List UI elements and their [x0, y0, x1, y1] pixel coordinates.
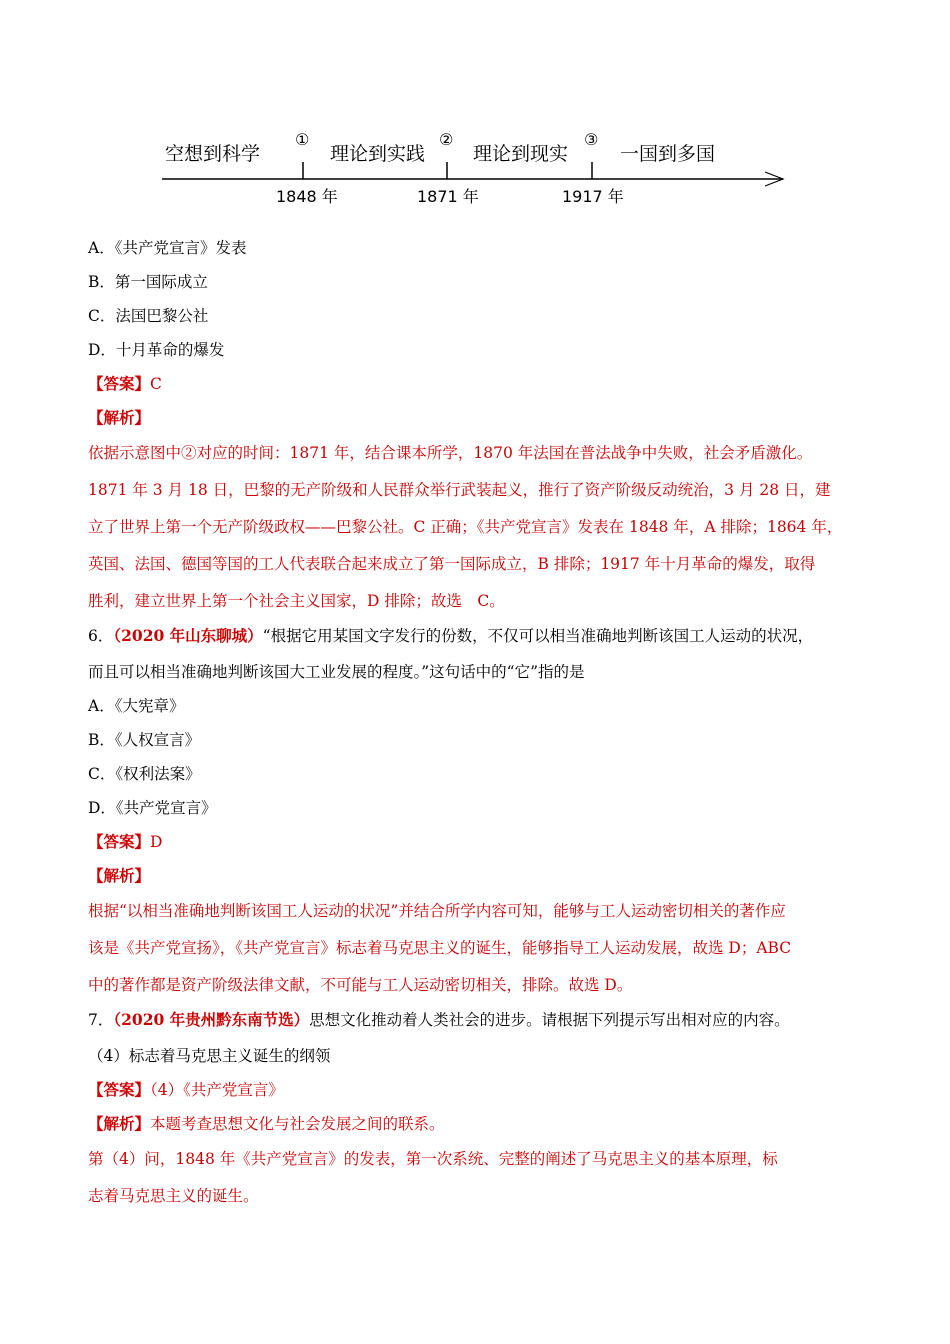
timeline-marker: ③	[584, 130, 599, 149]
analysis-label: 【解析】	[88, 1114, 151, 1133]
option: B．第一国际成立	[88, 273, 208, 291]
analysis-text: 胜利，建立世界上第一个社会主义国家，D 排除；故选 C。	[88, 592, 505, 610]
segment-label: 一国到多国	[620, 143, 716, 165]
segment-label: 理论到实践	[330, 143, 426, 165]
option: D．《共产党宣言》	[88, 799, 217, 817]
option: D．十月革命的爆发	[88, 341, 225, 359]
timeline-year: 1871 年	[417, 187, 479, 206]
timeline-marker: ①	[295, 130, 310, 149]
timeline-year: 1848 年	[276, 187, 338, 206]
analysis-text: 第（4）问，1848 年《共产党宣言》的发表，第一次系统、完整的阐述了马克思主义的基本原理，标	[88, 1150, 778, 1168]
question-stem	[88, 1008, 790, 1030]
analysis-text: 根据“以相当准确地判断该国工人运动的状况”并结合所学内容可知，能够与工人运动密切相关的著作应	[88, 902, 786, 920]
option: A．《大宪章》	[88, 697, 185, 715]
question-number: 7．	[88, 1011, 114, 1029]
analysis-text: 英国、法国、德国等国的工人代表联合起来成立了第一国际成立，B 排除；1917 年十月革命的爆发，取得	[88, 555, 816, 573]
analysis-label: 【解析】	[88, 408, 151, 427]
question-number: 6．	[88, 627, 114, 645]
option: C．法国巴黎公社	[88, 307, 209, 325]
answer-label: 【答案】	[88, 1080, 151, 1099]
timeline-marker: ②	[439, 130, 454, 149]
answer-value: （4）《共产党宣言》	[150, 1081, 284, 1099]
analysis-intro: 本题考查思想文化与社会发展之间的联系。	[150, 1115, 445, 1133]
analysis-text: 依据示意图中②对应的时间：1871 年，结合课本所学，1870 年法国在普法战争中失败，社会矛盾激化。	[88, 444, 813, 462]
question-source: （2020 年山东聊城）	[113, 626, 263, 645]
sub-question: （4）标志着马克思主义诞生的纲领	[88, 1047, 331, 1065]
analysis-line	[88, 1112, 445, 1134]
analysis-text: 立了世界上第一个无产阶级政权——巴黎公社。C 正确；《共产党宣言》发表在 1848 年，A 排除；1864 年，	[88, 518, 843, 536]
timeline-diagram	[155, 120, 795, 220]
timeline-year: 1917 年	[562, 187, 624, 206]
option: A．《共产党宣言》发表	[88, 239, 247, 257]
analysis-text: 志着马克思主义的诞生。	[88, 1187, 259, 1205]
answer-label: 【答案】	[88, 832, 151, 851]
question-source: （2020 年贵州黔东南节选）	[113, 1010, 310, 1029]
analysis-text: 该是《共产党宣扬》，《共产党宣言》标志着马克思主义的诞生，能够指导工人运动发展，故选 D；ABC	[88, 939, 792, 957]
answer-line	[88, 1078, 284, 1100]
segment-label: 理论到现实	[473, 143, 569, 165]
answer-value: D	[150, 833, 163, 851]
question-stem	[88, 624, 813, 646]
analysis-text: 1871 年 3 月 18 日，巴黎的无产阶级和人民群众举行武装起义，推行了资产阶级反动统治，3 月 28 日，建	[88, 481, 831, 499]
question-stem-text: 而且可以相当准确地判断该国大工业发展的程度。”这句话中的“它”指的是	[88, 663, 585, 681]
answer-line	[88, 830, 162, 852]
analysis-text: 中的著作都是资产阶级法律文献，不可能与工人运动密切相关，排除。故选 D。	[88, 976, 633, 994]
question-stem-text: “根据它用某国文字发行的份数，不仅可以相当准确地判断该国工人运动的状况，	[262, 627, 814, 645]
question-stem-text: 思想文化推动着人类社会的进步。请根据下列提示写出相对应的内容。	[309, 1011, 790, 1029]
option: B．《人权宣言》	[88, 731, 201, 749]
segment-label: 空想到科学	[165, 143, 261, 165]
option: C．《权利法案》	[88, 765, 201, 783]
answer-label: 【答案】	[88, 374, 151, 393]
analysis-label: 【解析】	[88, 866, 151, 885]
answer-line	[88, 372, 162, 394]
answer-value: C	[150, 375, 162, 393]
